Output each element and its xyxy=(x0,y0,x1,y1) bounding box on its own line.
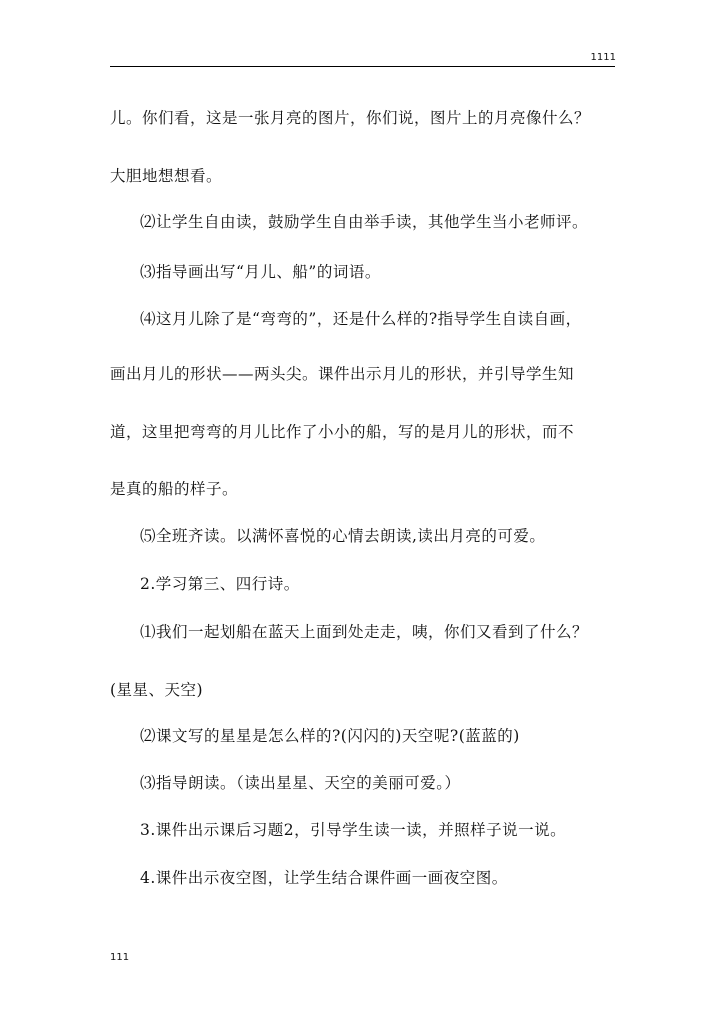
body-line: ⑵课文写的星星是怎么样的?(闪闪的)天空呢?(蓝蓝的) xyxy=(140,727,520,745)
body-line: 3.课件出示课后习题2，引导学生读一读，并照样子说一说。 xyxy=(140,821,567,839)
body-line: (星星、天空) xyxy=(110,681,204,699)
header-page-number: 1111 xyxy=(590,52,616,63)
body-line: ⑸全班齐读。以满怀喜悦的心情去朗读,读出月亮的可爱。 xyxy=(140,527,546,545)
footer-page-number: 111 xyxy=(110,952,130,963)
body-line: 4.课件出示夜空图，让学生结合课件画一画夜空图。 xyxy=(140,869,508,887)
body-line: ⑷这月儿除了是“弯弯的”，还是什么样的?指导学生自读自画， xyxy=(140,310,582,328)
body-line: 2.学习第三、四行诗。 xyxy=(140,575,300,593)
body-line: 道，这里把弯弯的月儿比作了小小的船，写的是月儿的形状，而不 xyxy=(110,423,575,441)
body-line: 是真的船的样子。 xyxy=(110,480,239,498)
body-line: ⑶指导画出写“月儿、船”的词语。 xyxy=(140,263,381,281)
body-line: 儿。你们看，这是一张月亮的图片，你们说，图片上的月亮像什么？ xyxy=(110,109,591,127)
header-rule xyxy=(110,66,615,67)
body-line: 画出月儿的形状——两头尖。课件出示月儿的形状，并引导学生知 xyxy=(110,365,575,383)
body-line: ⑴我们一起划船在蓝天上面到处走走，咦，你们又看到了什么？ xyxy=(140,623,589,641)
body-line: ⑶指导朗读。（读出星星、天空的美丽可爱。） xyxy=(140,774,461,792)
body-line: ⑵让学生自由读，鼓励学生自由举手读，其他学生当小老师评。 xyxy=(140,213,589,231)
body-line: 大胆地想想看。 xyxy=(110,167,223,185)
